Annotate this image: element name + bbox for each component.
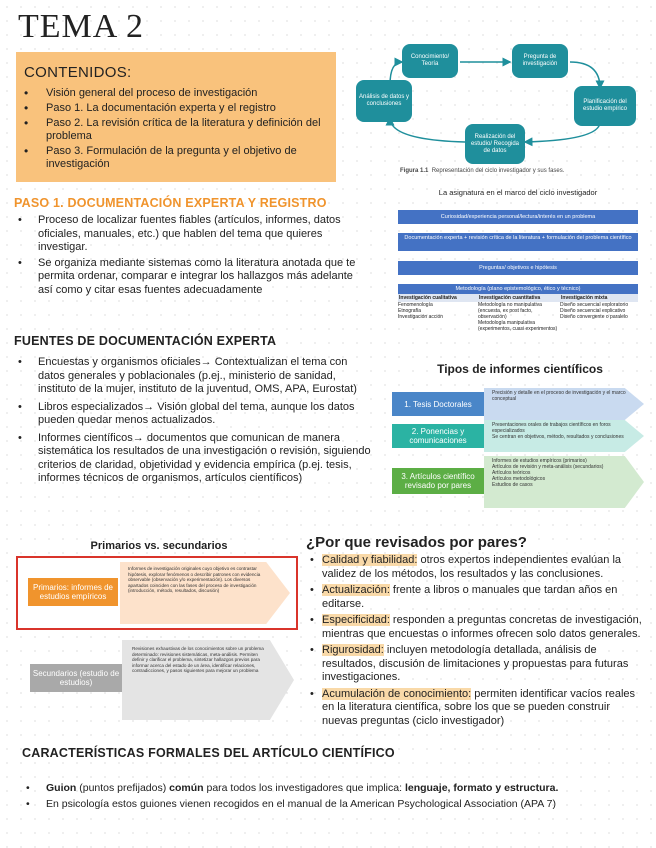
secondary-label: Secundarios (estudio de estudios) [30,664,122,692]
contenidos-box [16,52,336,182]
tipo-row-tesis [392,388,648,420]
tipo-label: 1. Tesis Doctorales [392,392,484,416]
contenidos-list [16,87,336,171]
column-mixed [560,294,638,320]
primary-label: Primarios: informes de estudios empíricos [28,578,118,606]
list-item [306,614,646,641]
secondary-desc: Revisiones exhaustivas de los conocimientos sobre un problema determinado: revisiones sistemáticas, meta-análisis. Permiten definir y clarificar el problema, sintetizar hallazgos previos para informar acerca del estado de un área, identificar relaciones, contradicciones, y pasos siguientes para mejorar un problema [132,646,264,674]
column-item: Fenomenología [398,302,433,308]
tipo-desc-item: Artículos metodológicos [492,476,546,482]
item-key: Rigurosidad: [322,644,384,656]
cycle-node-data-collection: Realización del estudio/ Recogida de datos [465,124,525,164]
item-key: Especificidad: [322,614,390,626]
secondary-block [22,638,302,722]
list-item: • Paso 2. La revisión crítica de la literatura y definición del problema [24,117,336,143]
primarios-title: Primarios vs. secundarios [90,540,228,552]
list-item [306,554,646,581]
asignatura-bar: Metodología (plano epistemológico, ético y técnico) [398,284,638,294]
column-qualitative [398,294,478,320]
column-quantitative [478,294,560,332]
fuentes-title: FUENTES DE DOCUMENTACIÓN EXPERTA [14,334,277,348]
column-head: Investigación mixta [560,294,638,302]
list-item: • Informes científicos→ documentos que comunican de manera sistemática los resultados de una investigación o revisión, siguiendo criterios de claridad, objetividad y evidencia empírica (p.ej. tesis, informes técnicos de organismos, artículos científicos) [14,432,376,486]
asignatura-columns [398,294,638,342]
cycle-node-analysis: Análisis de datos y conclusiones [356,80,412,122]
tipos-title: Tipos de informes científicos [437,362,603,376]
primary-frame [16,556,298,630]
item-text: frente a libros o manuales que tardan años en editarse. [322,584,618,610]
item-text: permiten identificar vacíos reales en la literatura científica, sobre los que se pueden construir nuevas preguntas (ciclo investigador) [322,687,636,727]
list-item: • Encuestas y organismos oficiales→ Contextualizan el tema con datos generales y poblacionales (p.ej., ministerio de sanidad, instituto de la mujer, instituto de la juventud, OMS, APA, Eurostat) [14,356,376,397]
cycle-node-planning: Planificación del estudio empírico [574,86,636,126]
item-text: incluyen metodología detallada, análisis de resultados, discusión de limitaciones y propuestas para futuras investigaciones. [322,644,629,683]
list-item [22,782,642,796]
cycle-node-theory: Conocimiento/ Teoría [402,44,458,78]
tipo-desc-item: Se centran en objetivos, método, resultados y conclusiones [492,434,624,440]
column-item: Diseño secuencial explicativo [560,308,626,314]
tipo-desc [492,390,628,402]
list-item: • Paso 3. Formulación de la pregunta y el objetivo de investigación [24,145,336,171]
column-item: Diseño secuencial exploratorio [560,302,629,308]
tipo-row-ponencias [392,420,648,452]
column-head: Investigación cualitativa [398,294,478,302]
tipo-desc-item: Informes de estudios empíricos (primarios) [492,458,587,464]
asignatura-bar: Documentación experta + revisión crítica de la literatura + formulación del problema científico [398,233,638,251]
column-item: Metodología no manipulativa (encuesta, ex post facto, observación) [478,302,542,320]
research-cycle-diagram [350,40,650,180]
tipo-desc-item: Presentaciones orales de trabajos científicos en foros especializados [492,422,611,434]
tipo-desc-item: Precisión y detalle en el proceso de investigación y el marco conceptual [492,390,626,402]
figure-caption-text: Representación del ciclo investigador y sus fases. [431,168,565,174]
asignatura-title: La asignatura en el marco del ciclo investigador [438,188,598,197]
paso1-list [14,214,374,299]
list-item [306,644,646,685]
column-item: Diseño convergente o paralelo [560,314,628,320]
column-item: Metodología manipulativa (experimentos, cuasi experimentos) [478,320,558,332]
item-part: común [169,782,204,794]
item-text: responden a preguntas concretas de investigación, mientras que encuestas o informes ofrecen solo datos generales. [322,614,642,640]
list-item: • Visión general del proceso de investigación [24,87,336,100]
caracteristicas-list [22,782,642,813]
item-part: lenguaje, formato y estructura. [404,782,559,794]
tipo-desc-item: Estudios de casos [492,482,533,488]
tipo-desc-item: Artículos teóricos [492,470,531,476]
item-text: otros expertos independientes evalúan la validez de los métodos, los resultados y las conclusiones. [322,554,622,580]
item-key: Acumulación de conocimiento: [322,687,472,700]
page-title: TEMA 2 [18,8,144,45]
tipo-label: 2. Ponencias y comunicaciones [392,424,484,448]
item-part: para todos los investigadores que implica: [203,782,405,794]
tipo-label: 3. Artículos científico revisado por pares [392,468,484,494]
tipo-desc [492,458,628,488]
list-item [306,688,646,729]
list-item: • Proceso de localizar fuentes fiables (artículos, informes, datos oficiales, manuales, etc.) que hablen del tema que quieres investigar. [14,214,364,255]
tipo-row-articulos [392,456,648,508]
paso1-title: PASO 1. DOCUMENTACIÓN EXPERTA Y REGISTRO [14,196,327,210]
item-key: Actualización: [322,584,390,596]
tipo-desc-item: Artículos de revisión y meta-análisis (secundarios) [492,464,604,470]
item-part: Guion [46,782,77,794]
list-item: • Paso 1. La documentación experta y el registro [24,102,336,115]
pares-title: ¿Por que revisados por pares? [306,534,527,551]
list-item: • Se organiza mediante sistemas como la literatura anotada que te permita ordenar, comparar e integrar los hallazgos más adelante así como y citar esas fuentes adecuadamente [14,257,368,298]
primary-desc: Informes de investigación originales cuyo objetivo es contrastar hipótesis, explorar fenómenos o describir patrones con evidencia observable (observación y/o experimentación). Los diversos apartados coinciden con las fases del proceso de investigación (introducción, método, resultados, discusión) [128,566,261,594]
fuentes-list [14,356,376,488]
cycle-node-question: Pregunta de investigación [512,44,568,78]
list-item: • En psicología estos guiones vienen recogidos en el manual de la American Psychological Association (APA 7) [22,798,642,812]
list-item: • Libros especializados→ Visión global del tema, aunque los datos pueden quedar menos actualizados. [14,401,376,428]
asignatura-bar: Preguntas/ objetivos e hipótesis [398,261,638,275]
pares-list [306,554,646,730]
item-key: Calidad y fiabilidad: [322,554,418,566]
caracteristicas-title: CARACTERÍSTICAS FORMALES DEL ARTÍCULO CIENTÍFICO [22,746,395,760]
contenidos-heading: CONTENIDOS: [24,64,132,81]
item-part: (puntos prefijados) [76,782,170,794]
column-item: Etnografía [398,308,422,314]
asignatura-bar: Curiosidad/experiencia personal/lectura/interés en un problema [398,210,638,224]
tipo-desc [492,422,628,440]
list-item [306,584,646,611]
column-head: Investigación cuantitativa [478,294,560,302]
figure-caption [400,168,564,174]
column-item: Investigación acción [398,314,444,320]
figure-caption-number: Figura 1.1 [400,168,429,174]
